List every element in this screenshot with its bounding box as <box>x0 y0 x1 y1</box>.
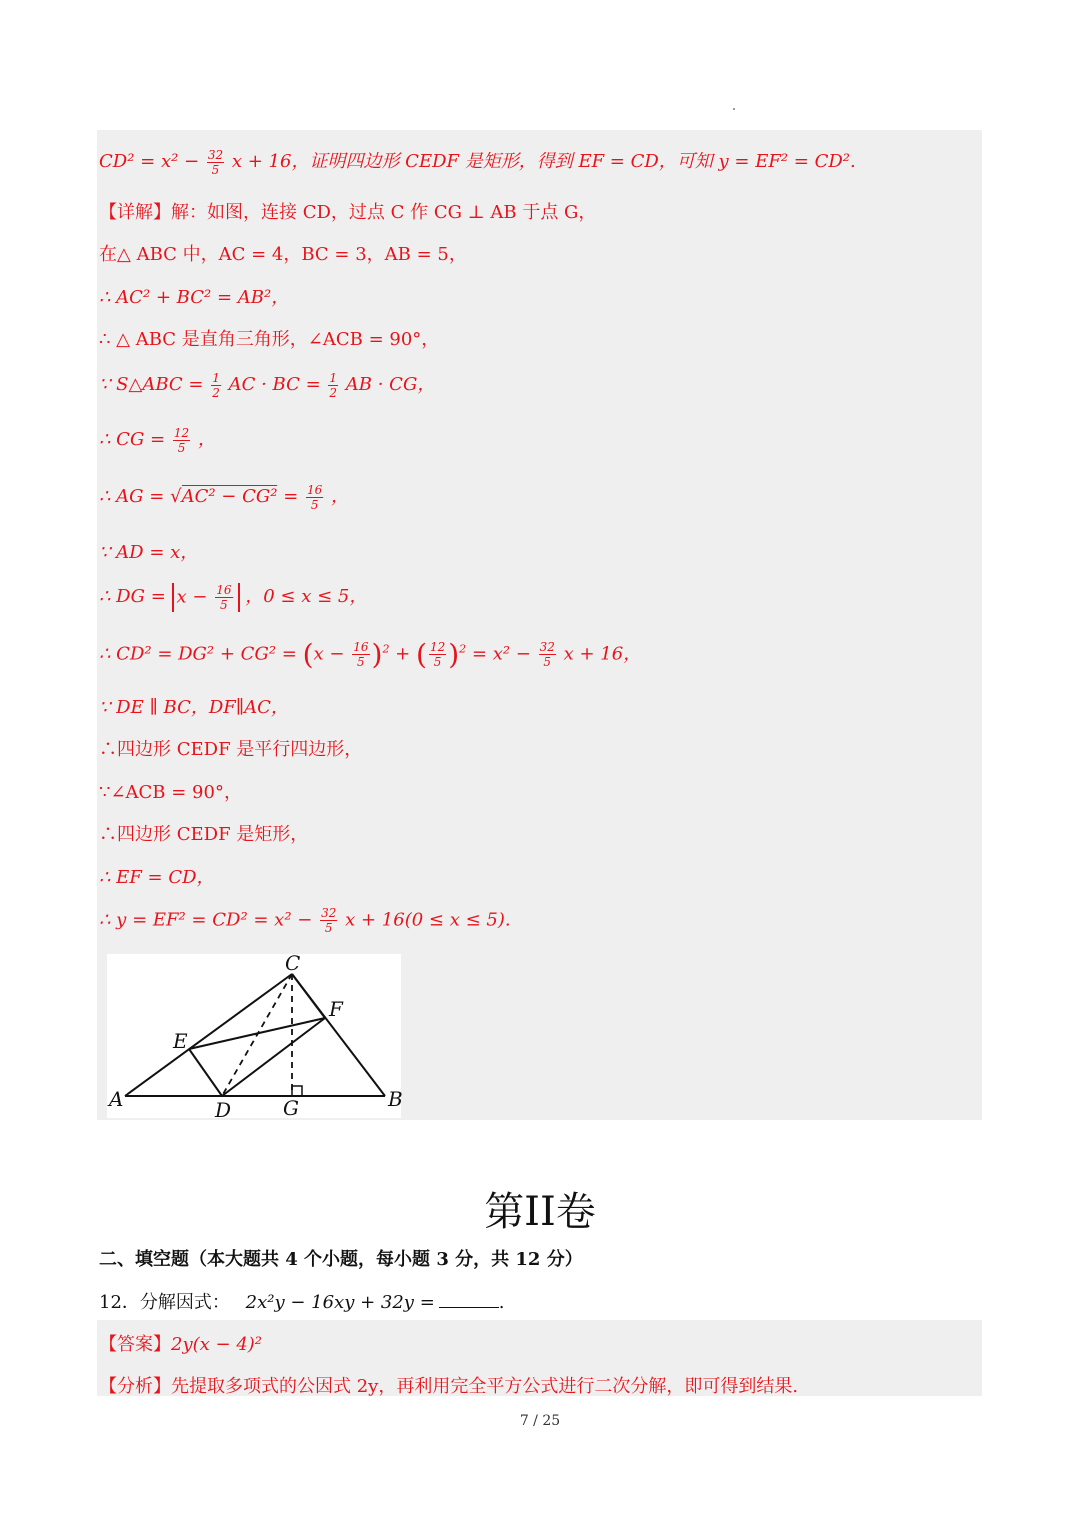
ad-line: ∵ AD = x， <box>99 542 199 563</box>
cg-line: ∴ CG = $\frac{12}{5}$ ， <box>99 425 216 455</box>
page-dot <box>733 108 735 110</box>
triangle-line: 在△ ABC 中，AC = 4，BC = 3，AB = 5， <box>99 244 467 265</box>
label-e: E <box>173 1029 188 1053</box>
cd-line: ∴ CD² = DG² + CG² = (x − $\frac{16}{5}$ )$^2$ + ( $\frac{12}{5}$ )$^2$ = x² − $\frac{32}{5}$ x + 16， <box>99 638 642 671</box>
label-b: B <box>388 1087 403 1111</box>
label-g: G <box>283 1096 299 1120</box>
page-number: 7 / 25 <box>519 1413 561 1429</box>
segment-cd-dashed <box>222 974 292 1096</box>
angle-line: ∵∠ACB = 90°， <box>99 782 242 803</box>
label-c: C <box>285 951 301 975</box>
rectangle-line: ∴四边形 CEDF 是矩形， <box>99 824 309 845</box>
section-heading: 二、填空题（本大题共 4 个小题，每小题 3 分，共 12 分） <box>99 1249 583 1270</box>
ef-line: ∴ EF = CD， <box>99 867 215 888</box>
label-f: F <box>329 997 343 1021</box>
answer-blank <box>439 1307 499 1308</box>
answer-line: 【答案】2y(x − 4)² <box>99 1334 263 1355</box>
parallelogram-line: ∴四边形 CEDF 是平行四边形， <box>99 739 363 760</box>
parallel-line: ∵ DE ∥ BC，DF∥AC， <box>99 697 289 718</box>
dg-line: ∴ DG = x − $\frac{16}{5}$ ，0 ≤ x ≤ 5， <box>99 582 368 612</box>
label-d: D <box>215 1098 232 1122</box>
section-title: 第II卷 <box>484 1189 596 1235</box>
ag-line: ∴ AG = √AC² − CG² = $\frac{16}{5}$ ， <box>99 482 350 512</box>
pythagoras-line: ∴ AC² + BC² = AB²， <box>99 287 290 308</box>
segment-ed <box>189 1049 222 1096</box>
segment-cf <box>292 974 325 1018</box>
triangle-diagram <box>107 951 403 1122</box>
right-angle-line: ∴ △ ABC 是直角三角形，∠ACB = 90°， <box>99 329 440 350</box>
intro-line: CD² = x² − $\frac{32}{5}$ x + 16，证明四边形 CEDF 是矩形，得到 EF = CD，可知 y = EF² = CD². <box>99 147 856 177</box>
right-angle-mark <box>292 1086 302 1096</box>
question-12: 12．分解因式： 2x²y − 16xy + 32y = . <box>99 1292 505 1313</box>
label-a: A <box>109 1087 124 1111</box>
final-line: ∴ y = EF² = CD² = x² − $\frac{32}{5}$ x + 16(0 ≤ x ≤ 5). <box>99 906 511 935</box>
area-line: ∵ S△ABC = $\frac{1}{2}$ AC · BC = $\frac{1}{2}$ AB · CG， <box>99 370 436 400</box>
geometry-figure <box>107 951 403 1122</box>
detail-line: 【详解】解：如图，连接 CD，过点 C 作 CG ⊥ AB 于点 G， <box>99 202 597 223</box>
analysis-line: 【分析】先提取多项式的公因式 2y，再利用完全平方公式进行二次分解，即可得到结果. <box>99 1376 799 1397</box>
